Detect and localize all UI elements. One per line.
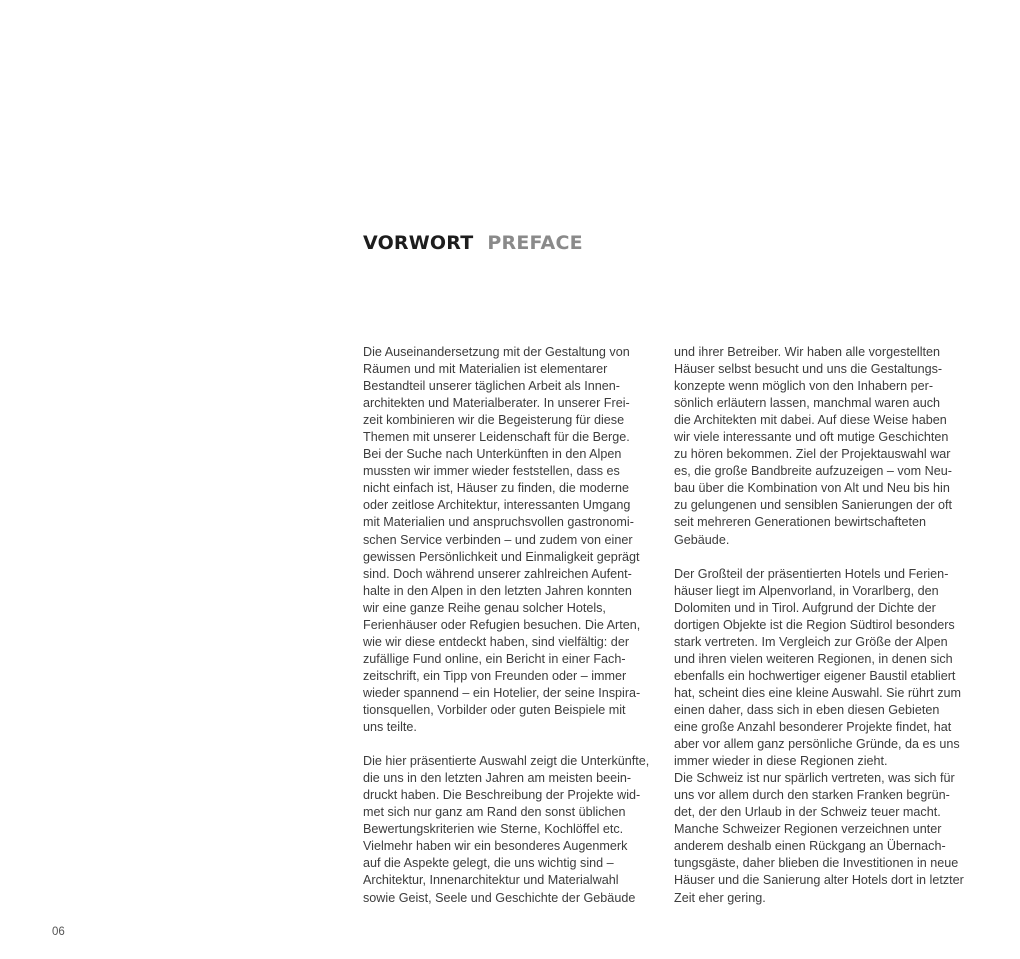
text-line: Ferienhäuser oder Refugien besuchen. Die Arten, [363,617,641,632]
page-heading [363,232,583,254]
text-line: Dolomiten und in Tirol. Aufgrund der Dichte der [674,600,936,615]
text-line: seit mehreren Generationen bewirtschafteten [674,515,927,530]
text-line: zeitschrift, ein Tipp von Freunden oder – immer [363,668,627,683]
text-line: Manche Schweizer Regionen verzeichnen unter [674,822,942,837]
text-line: oder zeitlose Architektur, interessanten Umgang [363,498,631,513]
text-line: Vielmehr haben wir ein besonderes Augenmerk [363,839,628,854]
text-line: eine große Anzahl besonderer Projekte findet, hat [674,720,952,735]
text-line: Zeit eher gering. [674,890,766,905]
text-line: uns vor allem durch den starken Franken begrün- [674,788,950,803]
text-line: sönlich erläutern lassen, manchmal waren auch [674,396,941,411]
text-line: Bestandteil unserer täglichen Arbeit als Innen- [363,379,620,394]
text-line: konzepte wenn möglich von den Inhabern per- [674,379,934,394]
text-line: aber vor allem ganz persönliche Gründe, da es uns [674,737,960,752]
text-line: immer wieder in diese Regionen zieht. [674,754,888,769]
text-line: einen daher, dass sich in eben diesen Gebieten [674,702,940,717]
text-line: Räumen und mit Materialien ist elementarer [363,362,608,377]
text-line: hat, scheint dies eine kleine Auswahl. Sie rührt zum [674,685,962,700]
heading-german: VORWORT [363,232,474,254]
text-column-right [674,344,974,907]
text-line: tionsquellen, Vorbilder oder guten Beispiele mit [363,702,626,717]
paragraph [674,344,974,549]
text-line: Häuser und die Sanierung alter Hotels dort in letzter [674,873,964,888]
text-line: zu hören bekommen. Ziel der Projektauswahl war [674,447,951,462]
text-line: bau über die Kombination von Alt und Neu bis hin [674,481,950,496]
text-line: sowie Geist, Seele und Geschichte der Gebäude [363,890,636,905]
text-line: stark vertreten. Im Vergleich zur Größe der Alpen [674,634,948,649]
text-line: tungsgäste, daher blieben die Investitionen in neue [674,856,959,871]
text-line: architekten und Materialberater. In unserer Frei- [363,396,630,411]
text-line: Themen mit unserer Leidenschaft für die Berge. [363,430,630,445]
page-number: 06 [52,926,65,938]
text-line: häuser liegt im Alpenvorland, in Vorarlberg, den [674,583,939,598]
text-line: mussten wir immer wieder feststellen, dass es [363,464,620,479]
text-line: druckt haben. Die Beschreibung der Projekte wid- [363,788,641,803]
text-line: und ihrer Betreiber. Wir haben alle vorgestellten [674,345,941,359]
paragraph [363,344,663,736]
text-line: zeit kombinieren wir die Begeisterung für diese [363,413,625,428]
text-line: Die hier präsentierte Auswahl zeigt die Unterkünfte, [363,754,650,769]
text-line: und ihren vielen weiteren Regionen, in denen sich [674,651,953,666]
text-line: sind. Doch während unserer zahlreichen Aufent- [363,566,632,581]
text-line: uns teilte. [363,720,417,735]
text-line: wie wir diese entdeckt haben, sind vielfältig: der [363,634,630,649]
text-line: wir eine ganze Reihe genau solcher Hotels, [363,600,606,615]
text-line: Gebäude. [674,532,730,547]
text-line: auf die Aspekte gelegt, die uns wichtig sind – [363,856,614,871]
text-line: mit Materialien und anspruchsvollen gastronomi- [363,515,634,530]
text-line: Die Schweiz ist nur spärlich vertreten, was sich für [674,771,955,786]
text-line: Bewertungskriterien wie Sterne, Kochlöffel etc. [363,822,624,837]
text-line: Architektur, Innenarchitektur und Materialwahl [363,873,619,888]
text-line: met sich nur ganz am Rand den sonst üblichen [363,805,626,820]
text-line: die uns in den letzten Jahren am meisten beein- [363,771,632,786]
text-line: anderem deshalb einen Rückgang an Übernach- [674,839,946,854]
text-line: zufällige Fund online, ein Bericht in einer Fach- [363,651,626,666]
paragraph-spacer [363,736,663,753]
text-line: wieder spannend – ein Hotelier, der seine Inspira- [363,685,641,700]
text-column-left [363,344,663,907]
text-line: zu gelungenen und sensiblen Sanierungen der oft [674,498,952,513]
text-line: Der Großteil der präsentierten Hotels und Ferien- [674,566,949,581]
heading-english: PREFACE [487,232,583,254]
text-line: halte in den Alpen in den letzten Jahren konnten [363,583,632,598]
text-line: es, die große Bandbreite aufzuzeigen – vom Neu- [674,464,952,479]
text-line: Bei der Suche nach Unterkünften in den Alpen [363,447,622,462]
paragraph [363,753,663,906]
text-line: nicht einfach ist, Häuser zu finden, die moderne [363,481,630,496]
text-line: dortigen Objekte ist die Region Südtirol besonders [674,617,955,632]
text-line: wir viele interessante und oft mutige Geschichten [674,430,949,445]
text-line: schen Service verbinden – und zudem von einer [363,532,633,547]
text-line: Häuser selbst besucht und uns die Gestaltungs- [674,362,943,377]
text-line: die Architekten mit dabei. Auf diese Weise haben [674,413,947,428]
paragraph [674,566,974,907]
text-line: Die Auseinandersetzung mit der Gestaltung von [363,345,630,359]
text-line: gewissen Persönlichkeit und Einmaligkeit geprägt [363,549,640,564]
text-line: det, der den Urlaub in der Schweiz teuer macht. [674,805,941,820]
text-line: ebenfalls ein hochwertiger eigener Baustil etabliert [674,668,956,683]
paragraph-spacer [674,549,974,566]
